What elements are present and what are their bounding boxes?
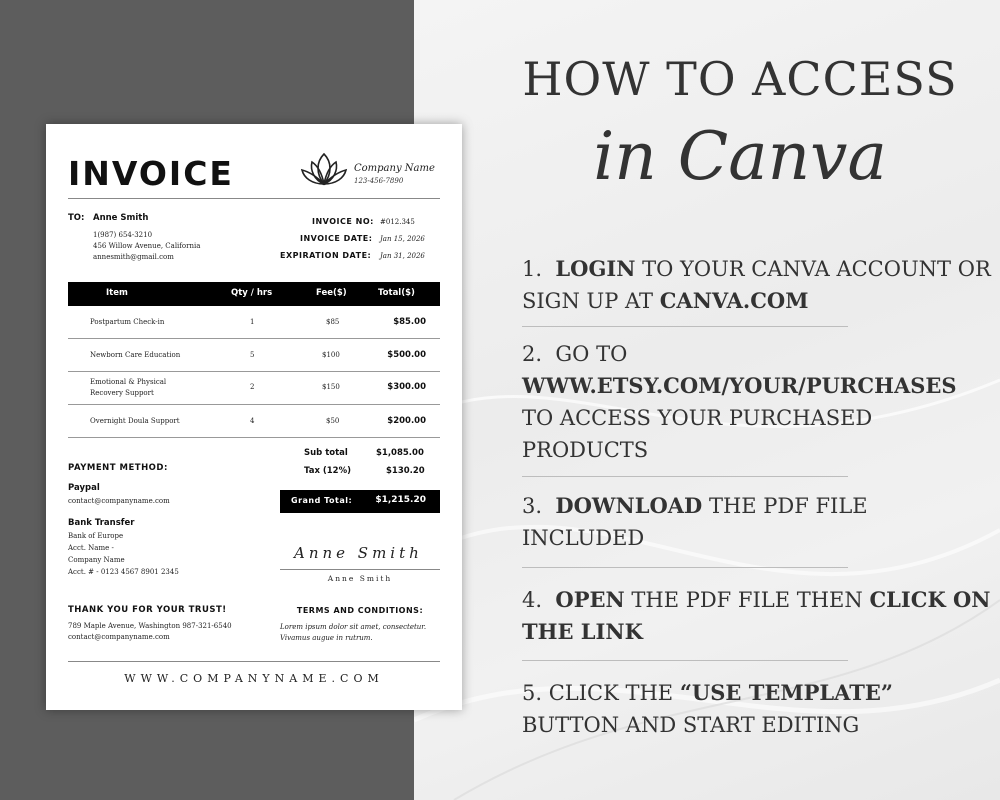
to-label: TO: [68, 213, 85, 223]
invoice-no-label: INVOICE NO: [312, 217, 374, 226]
row-total: $200.00 [387, 416, 426, 426]
invoice-no-value: #012.345 [380, 218, 415, 226]
table-header [68, 282, 440, 306]
column-header-fee: Fee($) [316, 288, 347, 298]
subtotal-label: Sub total [304, 448, 348, 458]
row-total: $300.00 [387, 382, 426, 392]
grand-total-value: $1,215.20 [375, 495, 426, 505]
table-row [68, 306, 440, 339]
step-text: TO YOUR CANVA ACCOUNT OR SIGN UP AT [522, 257, 991, 313]
step-5 [522, 677, 992, 741]
row-qty: 2 [250, 383, 255, 391]
account-company: Company Name [68, 556, 125, 564]
paypal-email: contact@companyname.com [68, 497, 170, 505]
company-phone: 123-456-7890 [354, 177, 404, 185]
terms-line-1: Lorem ipsum dolor sit amet, consectetur. [280, 623, 427, 631]
grand-total-label: Grand Total: [291, 496, 353, 505]
company-address: 789 Maple Avenue, Washington 987-321-6540 [68, 622, 232, 630]
step-text-2: BUTTON AND START EDITING [522, 713, 860, 737]
step-number: 4. [522, 588, 543, 612]
step-divider [522, 567, 848, 568]
row-qty: 1 [250, 318, 255, 326]
client-address: 456 Willow Avenue, California [93, 242, 201, 250]
column-header-total: Total($) [378, 288, 415, 298]
step-keyword: “USE TEMPLATE” [679, 680, 893, 705]
step-number: 5. [522, 681, 543, 705]
table-row [68, 405, 440, 438]
guide-heading: HOW TO ACCESS [522, 52, 958, 106]
expiration-date-label: EXPIRATION DATE: [280, 251, 372, 260]
step-keyword: LOGIN [555, 256, 636, 281]
guide-subheading: in Canva [593, 118, 887, 195]
client-name: Anne Smith [93, 213, 149, 223]
row-total: $500.00 [387, 350, 426, 360]
column-header-qty: Qty / hrs [231, 288, 273, 298]
header-divider [68, 198, 440, 199]
row-total: $85.00 [393, 317, 426, 327]
client-email: annesmith@gmail.com [93, 253, 174, 261]
tax-label: Tax (12%) [304, 466, 351, 476]
invoice-title: INVOICE [68, 154, 234, 193]
step-number: 1. [522, 257, 543, 281]
row-fee: $150 [322, 383, 340, 391]
step-text: GO TO [555, 342, 628, 366]
company-website: WWW.COMPANYNAME.COM [124, 672, 384, 685]
tax-value: $130.20 [386, 466, 425, 476]
bank-name: Bank of Europe [68, 532, 124, 540]
step-link: WWW.ETSY.COM/YOUR/PURCHASES [522, 373, 957, 398]
terms-line-2: Vivamus augue in rutrum. [280, 634, 373, 642]
step-keyword: DOWNLOAD [555, 493, 703, 518]
step-link: CANVA.COM [659, 288, 809, 313]
step-text: CLICK THE [548, 681, 680, 705]
payment-method-heading: PAYMENT METHOD: [68, 463, 168, 473]
step-keyword: OPEN [555, 587, 625, 612]
invoice-page [46, 124, 462, 710]
bank-transfer-label: Bank Transfer [68, 518, 135, 528]
column-header-item: Item [106, 288, 128, 298]
row-item: Overnight Doula Support [90, 417, 180, 425]
step-keyword-2: CLICK ON THE LINK [522, 587, 991, 644]
row-qty: 5 [250, 351, 255, 359]
signature: Anne Smith [294, 544, 423, 562]
grand-total-box [280, 490, 440, 513]
step-divider [522, 660, 848, 661]
step-4 [522, 584, 992, 648]
step-divider [522, 326, 848, 327]
signature-line [280, 569, 440, 570]
lotus-logo-icon [300, 150, 348, 190]
row-item-line2: Recovery Support [90, 389, 154, 397]
row-qty: 4 [250, 417, 255, 425]
thank-you-heading: THANK YOU FOR YOUR TRUST! [68, 605, 227, 615]
step-number: 3. [522, 494, 543, 518]
row-item: Postpartum Check-in [90, 318, 165, 326]
client-phone: 1(987) 654-3210 [93, 231, 153, 239]
table-row [68, 372, 440, 405]
invoice-date-label: INVOICE DATE: [300, 234, 373, 243]
subtotal-value: $1,085.00 [376, 448, 424, 458]
row-item: Emotional & Physical [90, 378, 167, 386]
row-fee: $85 [326, 318, 340, 326]
expiration-date-value: Jan 31, 2026 [380, 252, 425, 260]
company-name: Company Name [354, 163, 435, 174]
account-name-label: Acct. Name - [68, 544, 114, 552]
step-number: 2. [522, 342, 543, 366]
row-item: Newborn Care Education [90, 351, 181, 359]
step-divider [522, 476, 848, 477]
step-text: THE PDF FILE INCLUDED [522, 494, 868, 550]
company-email: contact@companyname.com [68, 633, 170, 641]
invoice-date-value: Jan 15, 2026 [380, 235, 425, 243]
signature-name: Anne Smith [327, 574, 393, 583]
terms-heading: TERMS AND CONDITIONS: [296, 606, 424, 615]
step-1 [522, 253, 992, 317]
step-3 [522, 490, 992, 554]
footer-divider [68, 661, 440, 662]
paypal-label: Paypal [68, 483, 100, 493]
step-2 [522, 338, 992, 466]
table-row [68, 339, 440, 372]
account-number: Acct. # - 0123 4567 8901 2345 [68, 568, 179, 576]
row-fee: $50 [326, 417, 340, 425]
step-text: THE PDF FILE THEN [624, 588, 870, 612]
row-fee: $100 [322, 351, 340, 359]
step-text-2: TO ACCESS YOUR PURCHASED PRODUCTS [522, 406, 873, 462]
